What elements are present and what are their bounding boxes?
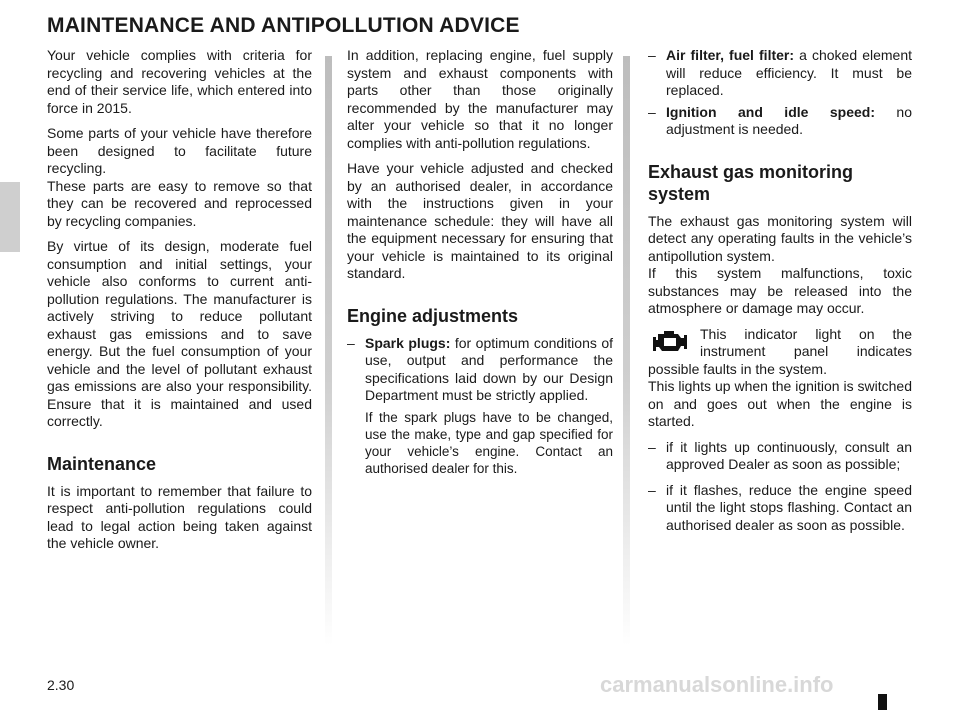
list-item-ignition bbox=[648, 104, 912, 139]
page-number: 2.30 bbox=[47, 677, 75, 693]
paragraph: In addition, replacing engine, fuel supply system and exhaust components with parts other than those originally recommended by the manufacturer may alter your vehicle so that it no longer complies with anti-pollution regulations. bbox=[347, 47, 613, 151]
list-dash: – bbox=[648, 438, 656, 455]
item-text: if it flashes, reduce the engine speed until the light stops flashing. Contact an authorised dealer as soon as possible. bbox=[666, 481, 912, 533]
column-divider bbox=[325, 56, 332, 646]
paragraph bbox=[648, 213, 912, 318]
list-item-spark-plugs bbox=[347, 335, 613, 405]
item-text: a choked element will reduce efficiency. It must be replaced. bbox=[666, 47, 912, 98]
list-item-continuous bbox=[648, 439, 912, 474]
paragraph: It is important to remember that failure to respect anti-pollution regulations could lead to legal action being taken against the vehicle owner. bbox=[47, 482, 312, 551]
item-text: for optimum conditions of use, output and performance the specifications laid down by our Design Department must be strictly applied. bbox=[365, 334, 614, 403]
column-3 bbox=[648, 47, 912, 538]
paragraph: Have your vehicle adjusted and checked by an authorised dealer, in accordance with the instructions given in your maintenance schedule: they will have all the equipment necessary for ensuring that your vehicle is maintained to its original standard. bbox=[347, 160, 613, 281]
paragraph-sentence: If this system malfunctions, toxic substances may be released into the atmosphere or damage may occur. bbox=[648, 265, 912, 316]
item-label: Air filter, fuel filter: bbox=[666, 47, 795, 63]
paragraph-sentence: Some parts of your vehicle have therefore been designed to facilitate future recycling. bbox=[47, 125, 312, 176]
item-label: Spark plugs: bbox=[365, 334, 451, 351]
indicator-paragraph bbox=[648, 326, 912, 431]
paragraph-sentence: The exhaust gas monitoring system will detect any operating faults in the vehicle’s antipollution system. bbox=[648, 212, 912, 264]
column-1 bbox=[47, 47, 312, 561]
column-divider bbox=[623, 56, 630, 646]
heading-maintenance: Maintenance bbox=[47, 453, 157, 474]
paragraph: By virtue of its design, moderate fuel consumption and initial settings, your vehicle also conforms to current anti-pollution regulations. The manufacturer is actively striving to reduce pollutant exhaust gas emissions and to save energy. But the fuel consumption of your vehicle and the level of pollutant exhaust gas emissions are also your responsibility. Ensure that it is maintained and used correctly. bbox=[47, 238, 312, 429]
list-dash: – bbox=[648, 481, 656, 498]
corner-mark bbox=[878, 694, 887, 710]
paragraph-sentence: This lights up when the ignition is switched on and goes out when the engine is started. bbox=[648, 378, 912, 429]
page-title: MAINTENANCE AND ANTIPOLLUTION ADVICE bbox=[47, 14, 520, 37]
spark-plugs-note: If the spark plugs have to be changed, use the make, type and gap specified for your vehicle’s engine. Contact an authorised dealer for this. bbox=[365, 409, 613, 476]
paragraph-sentence: This indicator light on the instrument panel indicates possible faults in the system. bbox=[648, 325, 912, 377]
watermark: carmanualsonline.info bbox=[600, 672, 834, 697]
paragraph bbox=[47, 125, 312, 230]
engine-warning-icon bbox=[648, 326, 692, 358]
section-tab bbox=[0, 182, 20, 252]
list-dash: – bbox=[648, 103, 656, 120]
item-label: Ignition and idle speed: bbox=[666, 103, 875, 120]
column-2 bbox=[347, 47, 613, 485]
list-dash: – bbox=[347, 334, 355, 351]
paragraph-sentence: These parts are easy to remove so that they can be recovered and reprocessed by recycling companies. bbox=[47, 177, 312, 229]
item-text: if it lights up continuously, consult an approved Dealer as soon as possible; bbox=[666, 438, 912, 472]
paragraph: Your vehicle complies with criteria for recycling and recovering vehicles at the end of their service life, which entered into force in 2015. bbox=[47, 47, 312, 116]
list-item-flashes bbox=[648, 482, 912, 535]
list-item-air-filter bbox=[648, 47, 912, 100]
heading-exhaust-monitoring: Exhaust gas monitoring system bbox=[648, 161, 854, 204]
item-text: no adjustment is needed. bbox=[666, 103, 912, 137]
list-dash: – bbox=[648, 47, 656, 63]
heading-engine-adjustments: Engine adjustments bbox=[347, 305, 519, 326]
